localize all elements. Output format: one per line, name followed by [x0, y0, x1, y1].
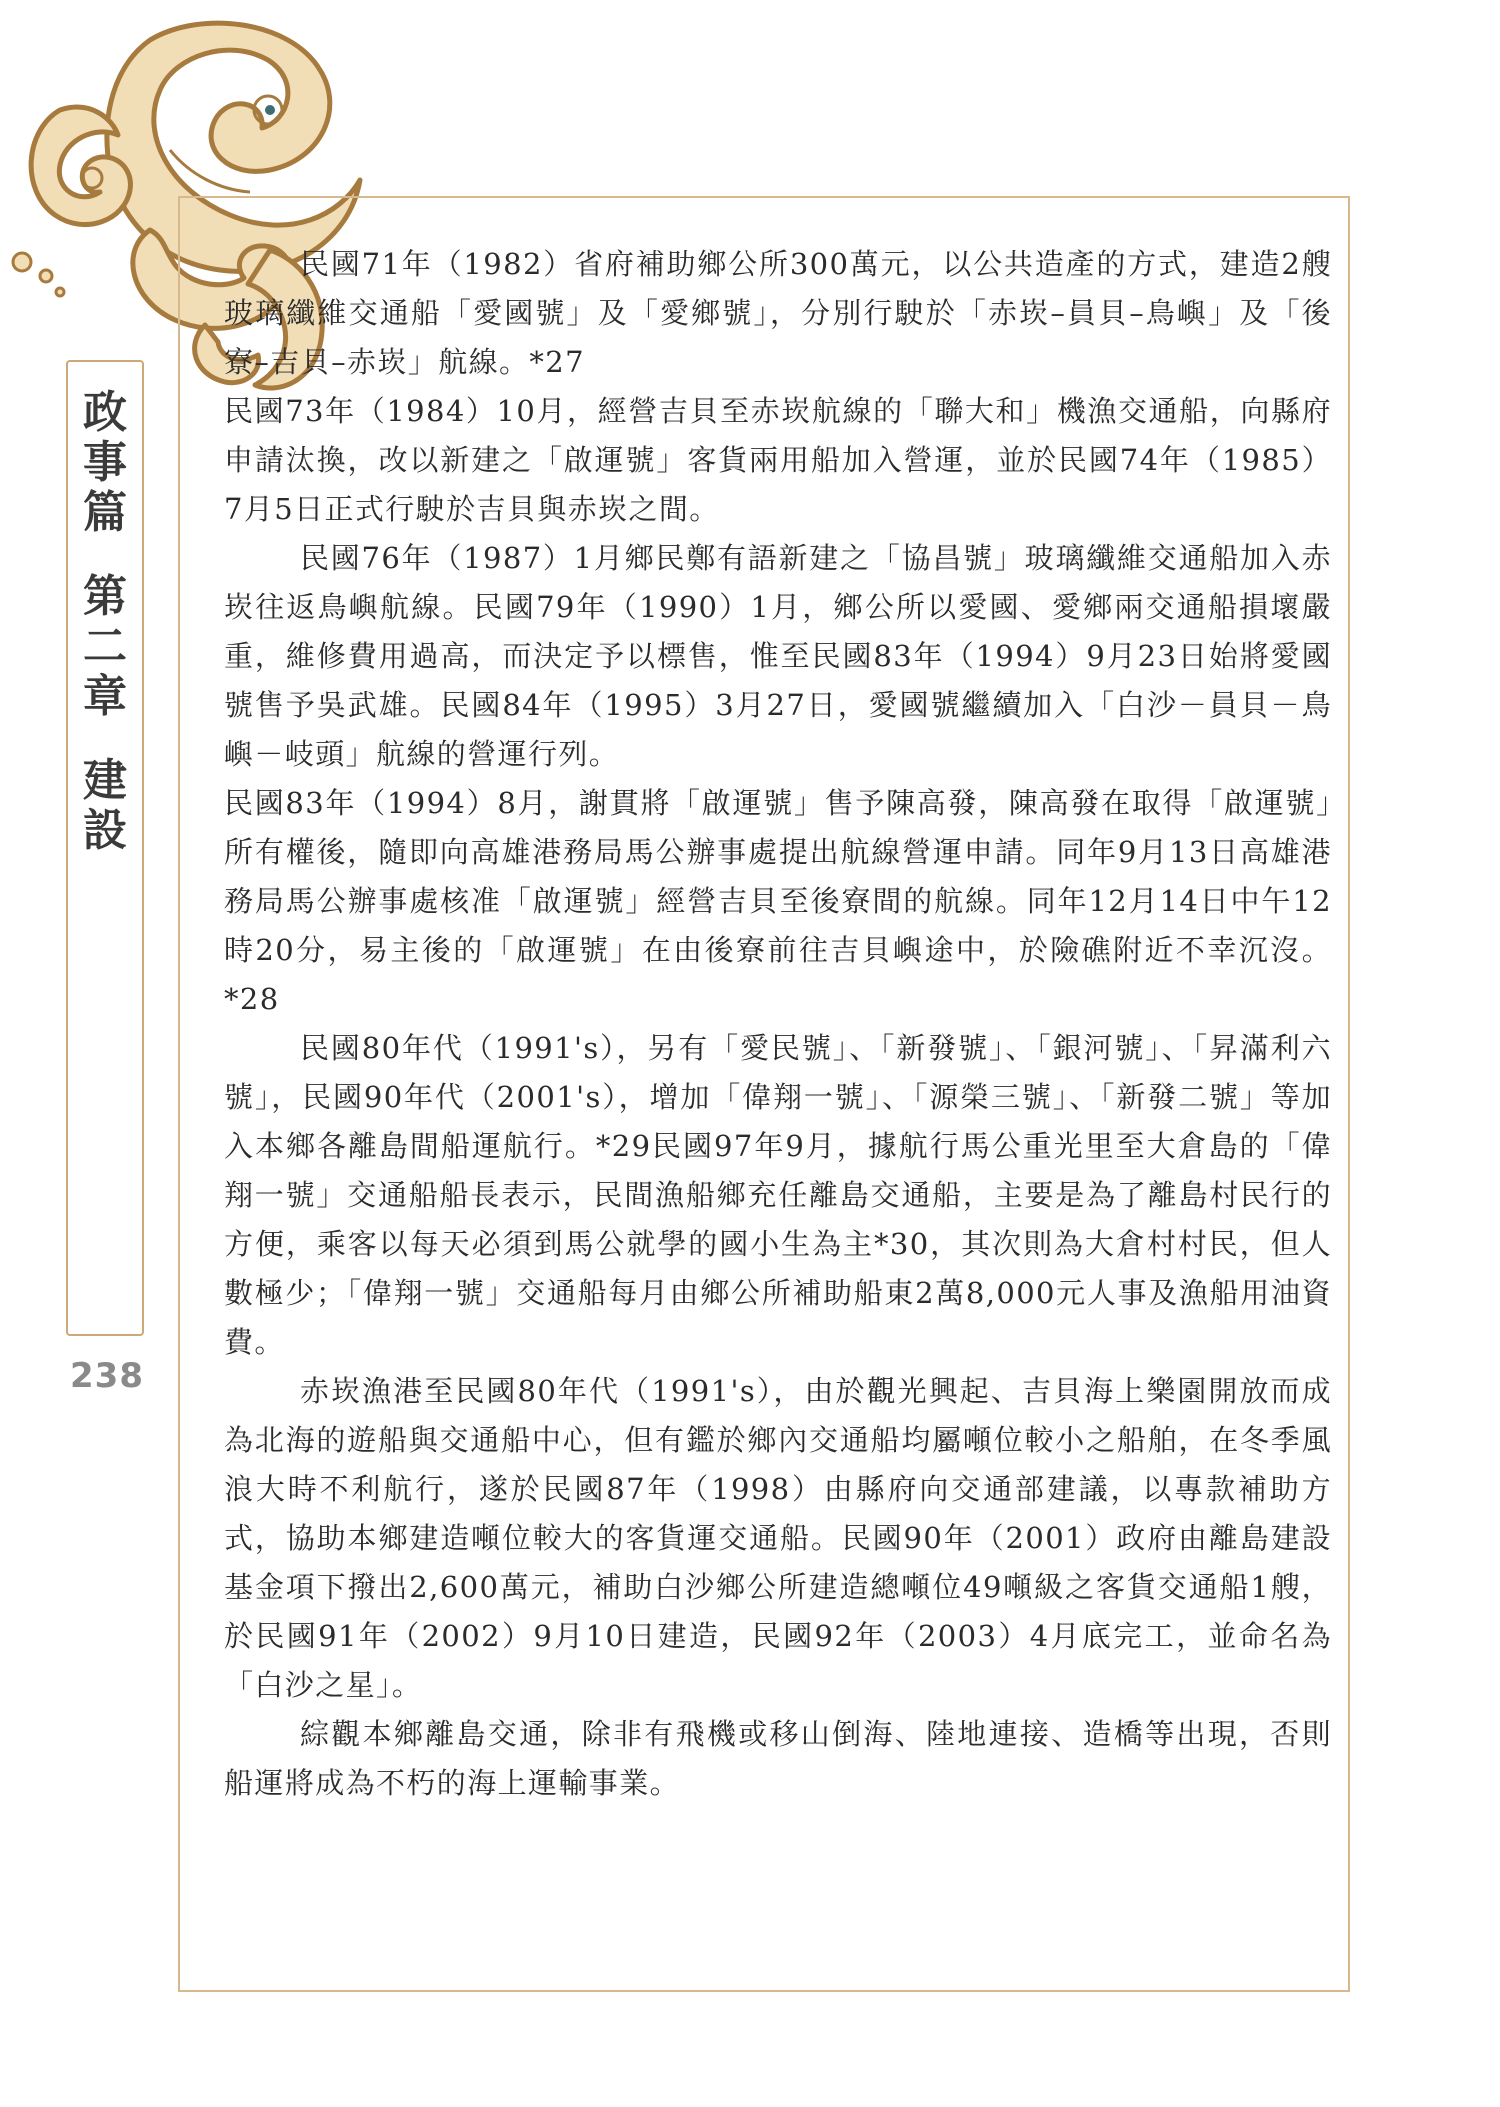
paragraph: 民國83年（1994）8月，謝貫將「啟運號」售予陳高發，陳高發在取得「啟運號」所有權後，隨即向高雄港務局馬公辦事處提出航線營運申請。同年9月13日高雄港務局馬公辦事處核准「啟運號」經營吉貝至後寮間的航線。同年12月14日中午12時20分，易主後的「啟運號」在由後寮前往吉貝嶼途中，於險礁附近不幸沉沒。*28	[224, 786, 1332, 1016]
paragraph: 民國76年（1987）1月鄉民鄭有語新建之「協昌號」玻璃纖維交通船加入赤崁往返鳥嶼航線。民國79年（1990）1月，鄉公所以愛國、愛鄉兩交通船損壞嚴重，維修費用過高，而決定予以標售，惟至民國83年（1994）9月23日始將愛國號售予吳武雄。民國84年（1995）3月27日，愛國號繼續加入「白沙－員貝－鳥嶼－岐頭」航線的營運行列。	[224, 541, 1332, 771]
body-text	[224, 240, 1332, 1808]
paragraph: 民國73年（1984）10月，經營吉貝至赤崁航線的「聯大和」機漁交通船，向縣府申請汰換，改以新建之「啟運號」客貨兩用船加入營運，並於民國74年（1985）7月5日正式行駛於吉貝與赤崁之間。	[224, 394, 1332, 526]
chapter-title	[68, 388, 142, 856]
paragraph: 民國71年（1982）省府補助鄉公所300萬元，以公共造產的方式，建造2艘玻璃纖維交通船「愛國號」及「愛鄉號」，分別行駛於「赤崁–員貝–鳥嶼」及「後寮–吉貝–赤崁」航線。*27	[224, 247, 1332, 379]
chapter-side-tab	[66, 360, 144, 1336]
section-title: 建 設	[83, 755, 127, 856]
paragraph: 赤崁漁港至民國80年代（1991's），由於觀光興起、吉貝海上樂園開放而成為北海的遊船與交通船中心，但有鑑於鄉內交通船均屬噸位較小之船舶，在冬季風浪大時不利航行，遂於民國87年（1998）由縣府向交通部建議，以專款補助方式，協助本鄉建造噸位較大的客貨運交通船。民國90年（2001）政府由離島建設基金項下撥出2,600萬元，補助白沙鄉公所建造總噸位49噸級之客貨交通船1艘，於民國91年（2002）9月10日建造，民國92年（2003）4月底完工，並命名為「白沙之星」。	[224, 1374, 1332, 1702]
part-title: 政 事 篇	[83, 387, 127, 538]
paragraph: 民國80年代（1991's），另有「愛民號」、「新發號」、「銀河號」、「昇滿利六號」，民國90年代（2001's），增加「偉翔一號」、「源榮三號」、「新發二號」等加入本鄉各離島間船運航行。*29民國97年9月，據航行馬公重光里至大倉島的「偉翔一號」交通船船長表示，民間漁船鄉充任離島交通船，主要是為了離島村民行的方便，乘客以每天必須到馬公就學的國小生為主*30，其次則為大倉村村民，但人數極少；「偉翔一號」交通船每月由鄉公所補助船東2萬8,000元人事及漁船用油資費。	[224, 1031, 1332, 1359]
chapter-number: 第 二 章	[83, 571, 127, 722]
page-number: 238	[70, 1356, 144, 1396]
paragraph: 綜觀本鄉離島交通，除非有飛機或移山倒海、陸地連接、造橋等出現，否則船運將成為不朽的海上運輸事業。	[224, 1717, 1332, 1800]
